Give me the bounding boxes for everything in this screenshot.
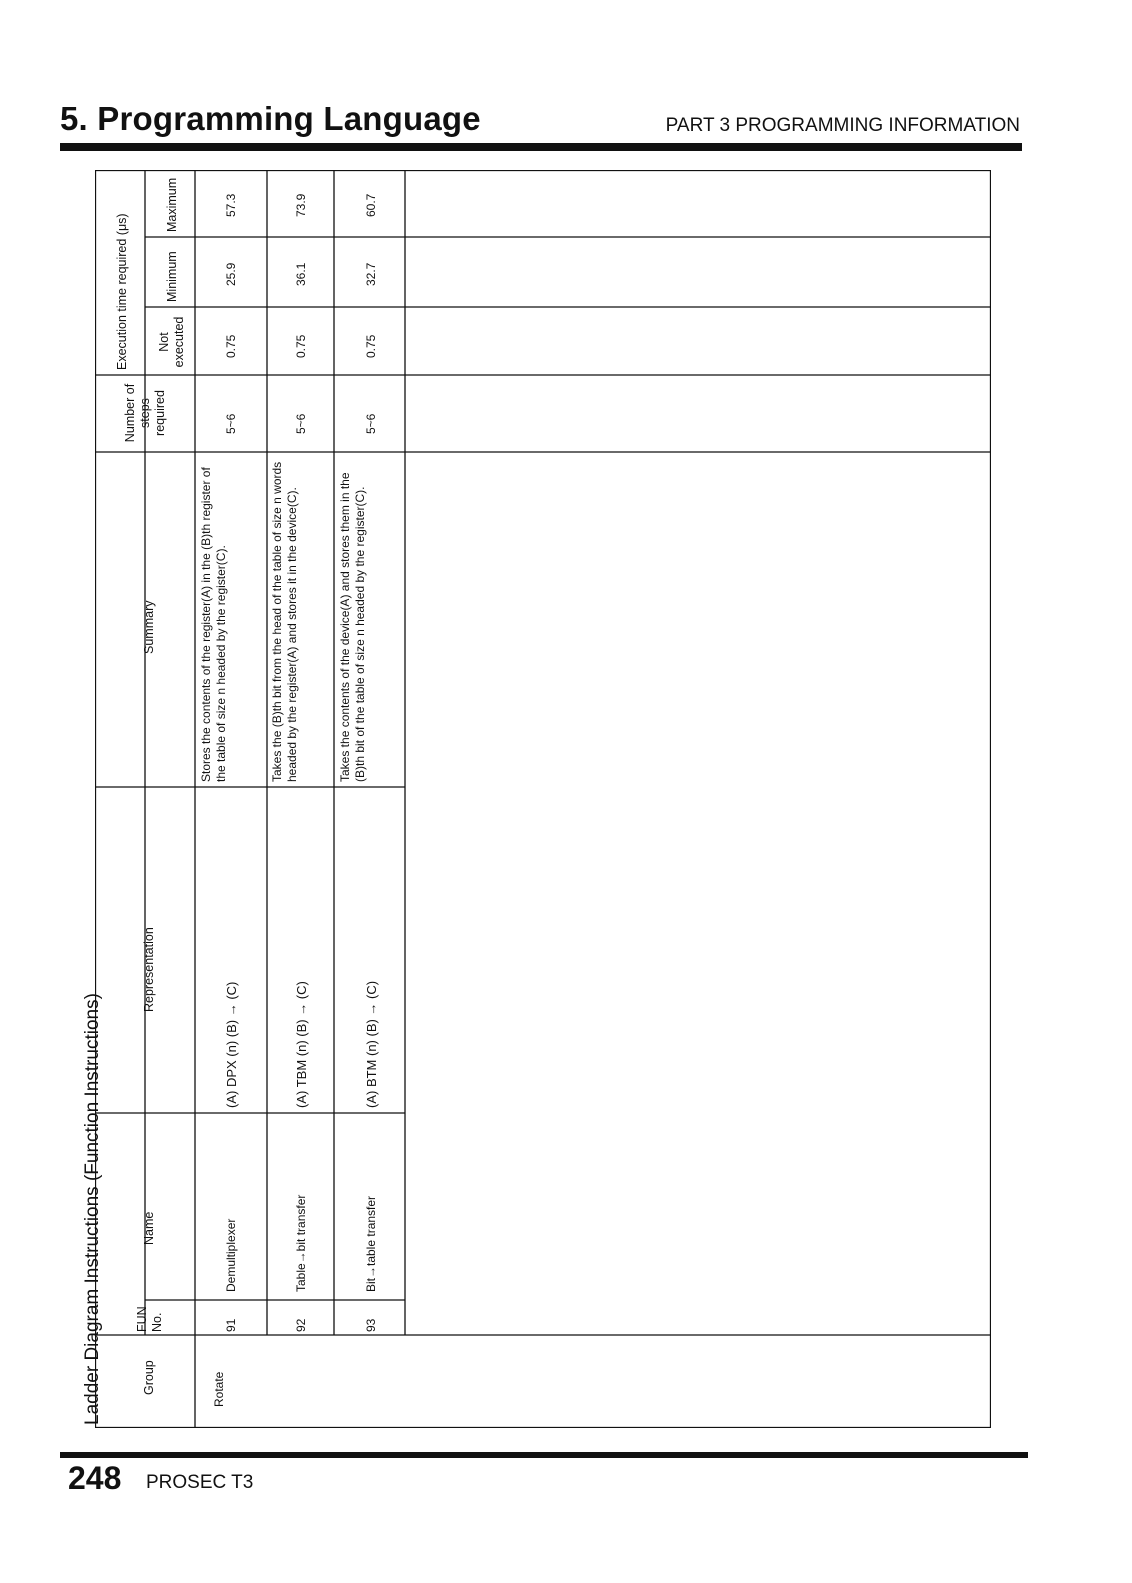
table-caption-text: Ladder Diagram Instructions (Function Instructions) [82, 993, 103, 1425]
instruction-table: Group FUN No. Name Representation Summary Number of steps required Execution time required (μs) Not executed Minimum Maximum Rotate 91 Demultiplexer (A) DPX (n) (B) → (C) Stores the contents of the register(A) in the (B)th register of the table of size n headed by the register(C). 5~6 0.75 25.9 57.3 92 Table→bit transfer (A) TBM (n) (B) → (C) Takes the (B)th bit from the head of the table of size n words headed by the register(A) and stores it in the device(C). 5~6 0.75 36.1 73.9 93 Bit→table transfer (A) BTM (n) (B) → (C) Takes the contents of the device(A) and stores them in the (B)th bit of the table of size n headed by the register(C). 5~6 0.75 32.7 60.7 [95, 170, 991, 1428]
header-rule [60, 143, 1022, 151]
page-number: 248 [68, 1460, 122, 1496]
page-title: 5. Programming Language [60, 100, 481, 137]
part-label: PART 3 PROGRAMMING INFORMATION [665, 115, 1020, 136]
footer-rule [60, 1452, 1028, 1458]
product-name: PROSEC T3 [146, 1472, 254, 1493]
